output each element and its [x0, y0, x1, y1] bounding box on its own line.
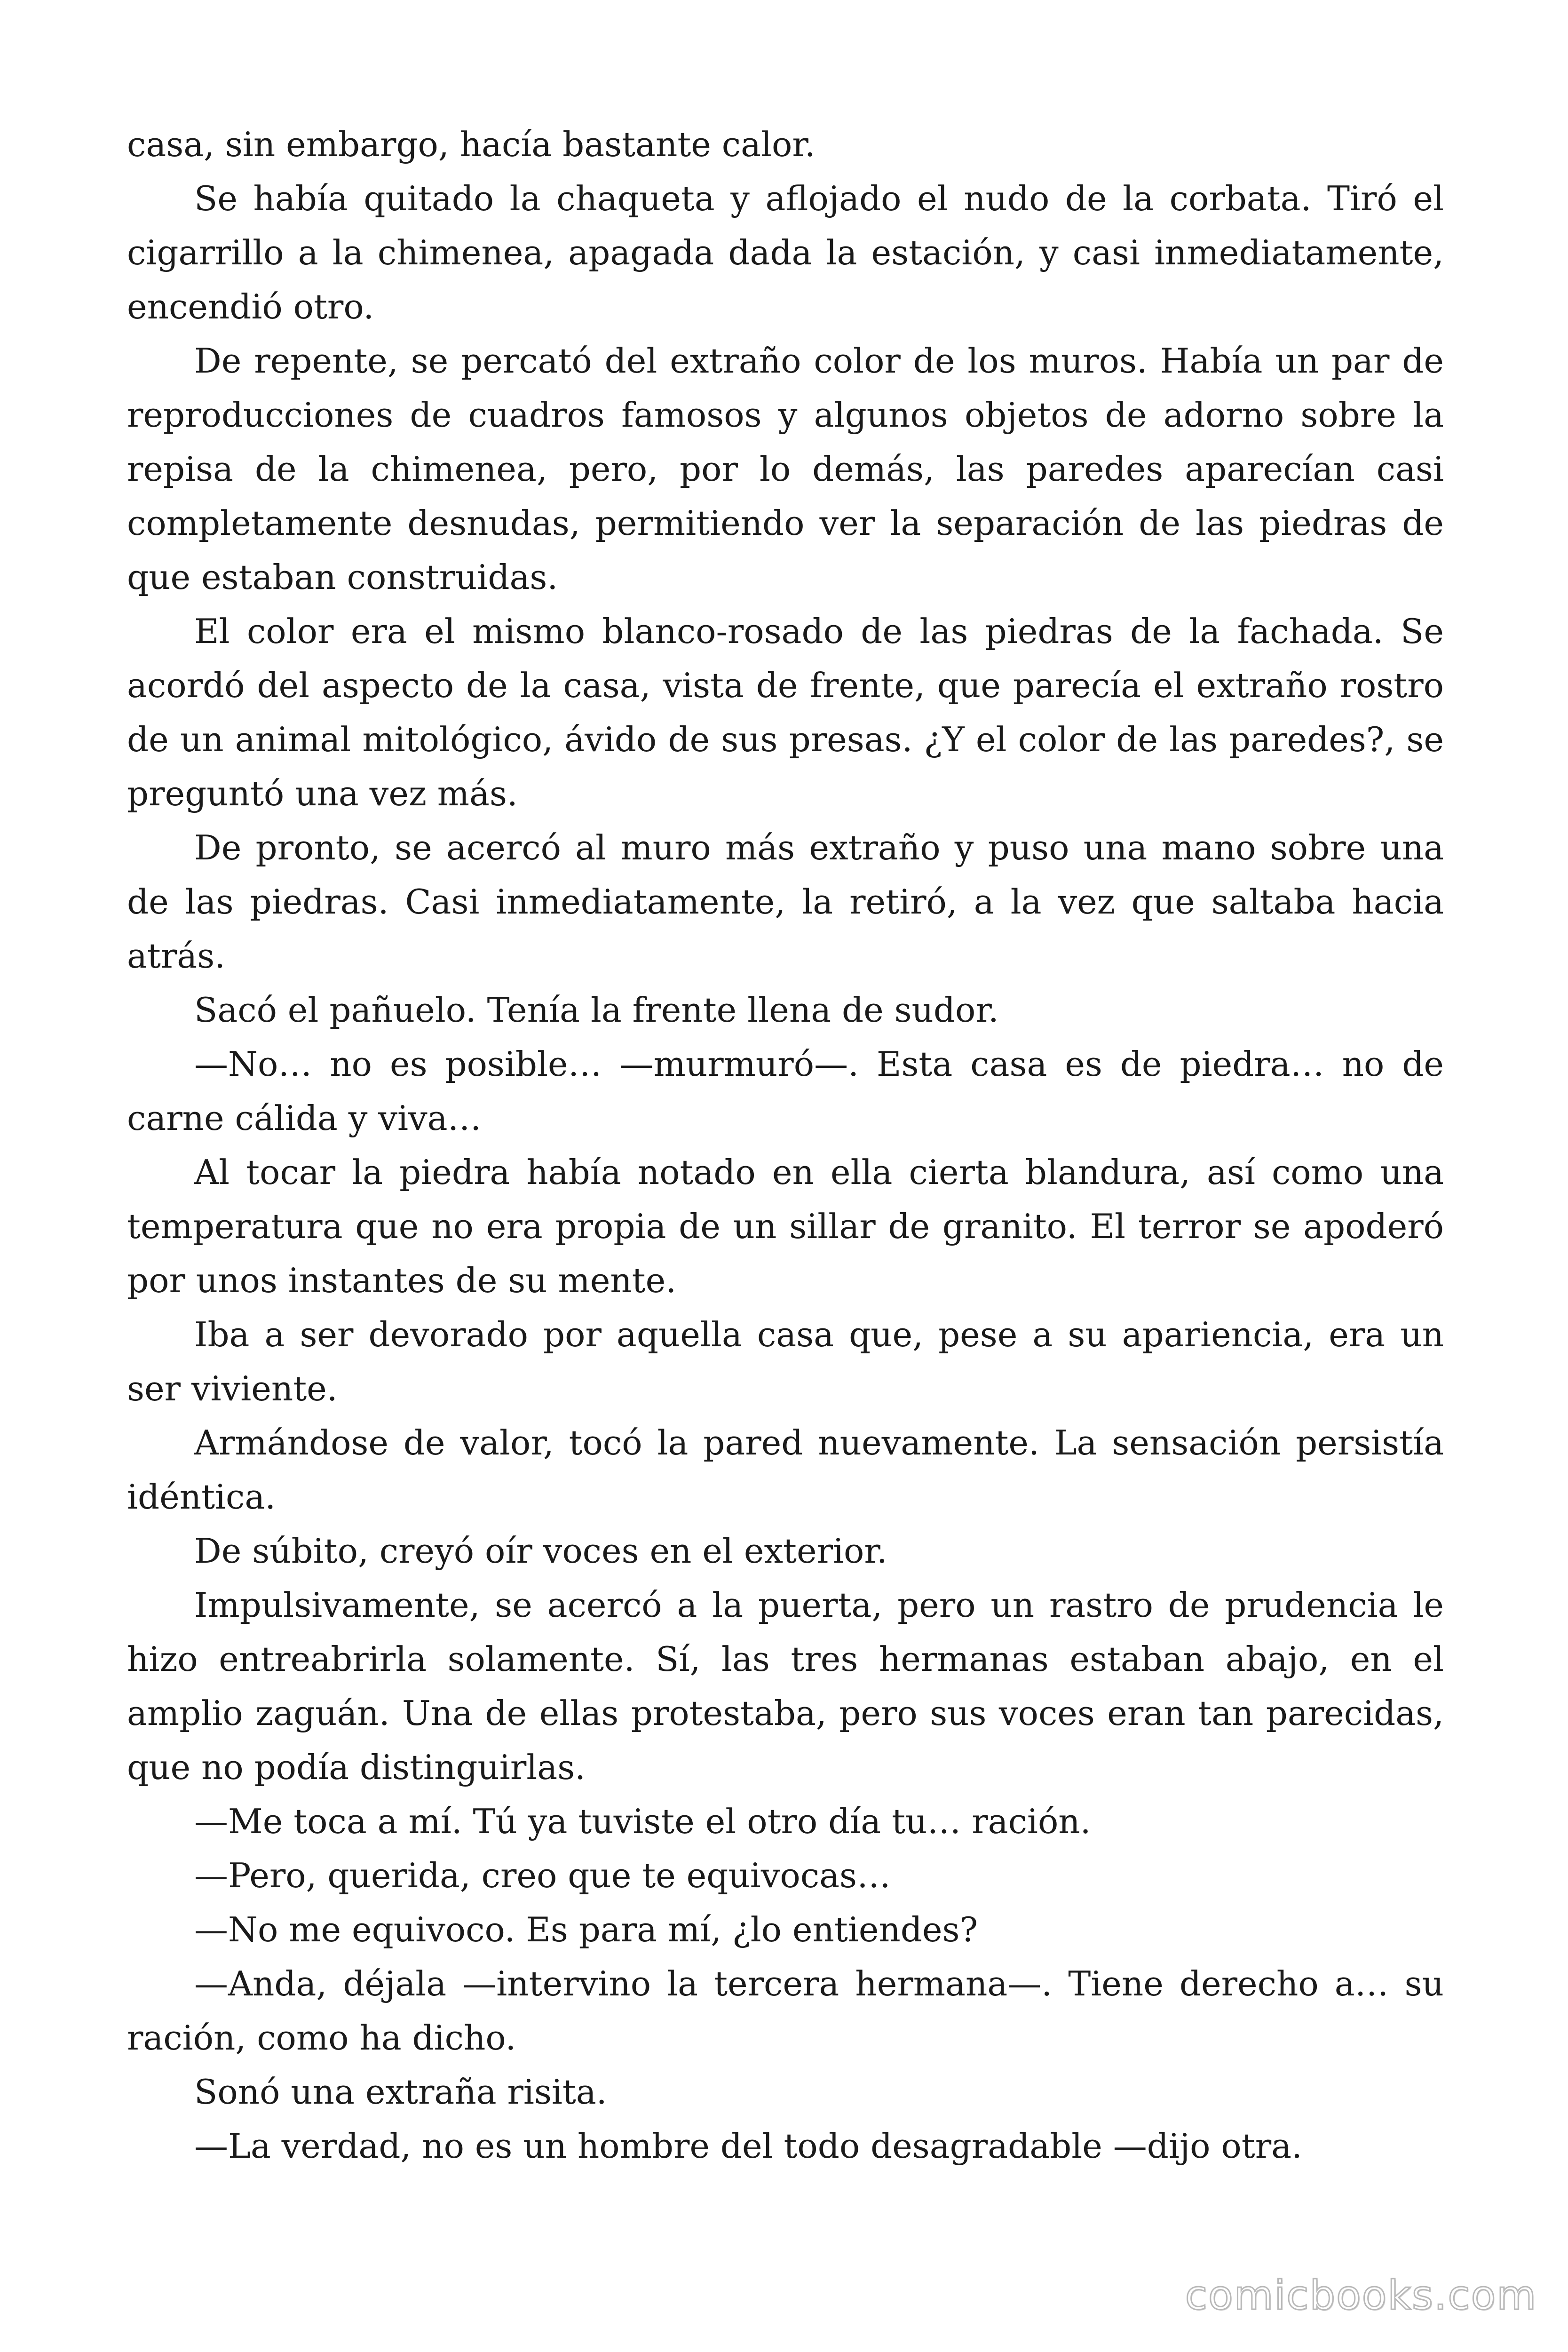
paragraph-11: De súbito, creyó oír voces en el exterior.	[194, 1531, 887, 1571]
paragraph-9: Iba a ser devorado por aquella casa que, pese a su apariencia, era un ser viviente.	[127, 1315, 1444, 1408]
watermark: comicbooks.com	[1185, 2272, 1537, 2319]
paragraph-1: casa, sin embargo, hacía bastante calor.	[127, 125, 816, 164]
paragraph-8: Al tocar la piedra había notado en ella cierta blandura, así como una temperatura que no era propia de un sillar de granito. El terror se apoderó por unos instantes de su mente.	[127, 1152, 1444, 1300]
paragraph-17: Sonó una extraña risita.	[194, 2072, 607, 2112]
paragraph-15: —No me equivoco. Es para mí, ¿lo entiendes?	[194, 1910, 978, 1949]
paragraph-3: De repente, se percató del extraño color de los muros. Había un par de reproducciones de cuadros famosos y algunos objetos de adorno sobre la repisa de la chimenea, pero, por lo demás, las paredes aparecían casi completamente desnudas, permitiendo ver la separación de las piedras de que estaban construidas.	[127, 341, 1444, 597]
paragraph-10: Armándose de valor, tocó la pared nuevamente. La sensación persistía idéntica.	[127, 1423, 1444, 1517]
book-page	[127, 118, 1444, 2211]
paragraph-4: El color era el mismo blanco-rosado de las piedras de la fachada. Se acordó del aspecto de la casa, vista de frente, que parecía el extraño rostro de un animal mitológico, ávido de sus presas. ¿Y el color de las paredes?, se preguntó una vez más.	[127, 612, 1444, 813]
paragraph-2: Se había quitado la chaqueta y aflojado el nudo de la corbata. Tiró el cigarrillo a la chimenea, apagada dada la estación, y casi inmediatamente, encendió otro.	[127, 179, 1444, 326]
paragraph-5: De pronto, se acercó al muro más extraño y puso una mano sobre una de las piedras. Casi inmediatamente, la retiró, a la vez que saltaba hacia atrás.	[127, 828, 1444, 976]
paragraph-14: —Pero, querida, creo que te equivocas…	[194, 1856, 891, 1895]
paragraph-7: —No… no es posible… —murmuró—. Esta casa es de piedra… no de carne cálida y viva…	[127, 1044, 1444, 1138]
paragraph-18: —La verdad, no es un hombre del todo desagradable —dijo otra.	[194, 2126, 1302, 2166]
page-text	[127, 118, 1444, 2173]
paragraph-16: —Anda, déjala —intervino la tercera hermana—. Tiene derecho a… su ración, como ha dicho.	[127, 1964, 1444, 2058]
paragraph-6: Sacó el pañuelo. Tenía la frente llena de sudor.	[194, 990, 999, 1030]
paragraph-12: Impulsivamente, se acercó a la puerta, pero un rastro de prudencia le hizo entreabrirla solamente. Sí, las tres hermanas estaban abajo, en el amplio zaguán. Una de ellas protestaba, pero sus voces eran tan parecidas, que no podía distinguirlas.	[127, 1585, 1444, 1787]
paragraph-13: —Me toca a mí. Tú ya tuviste el otro día tu… ración.	[194, 1802, 1091, 1841]
